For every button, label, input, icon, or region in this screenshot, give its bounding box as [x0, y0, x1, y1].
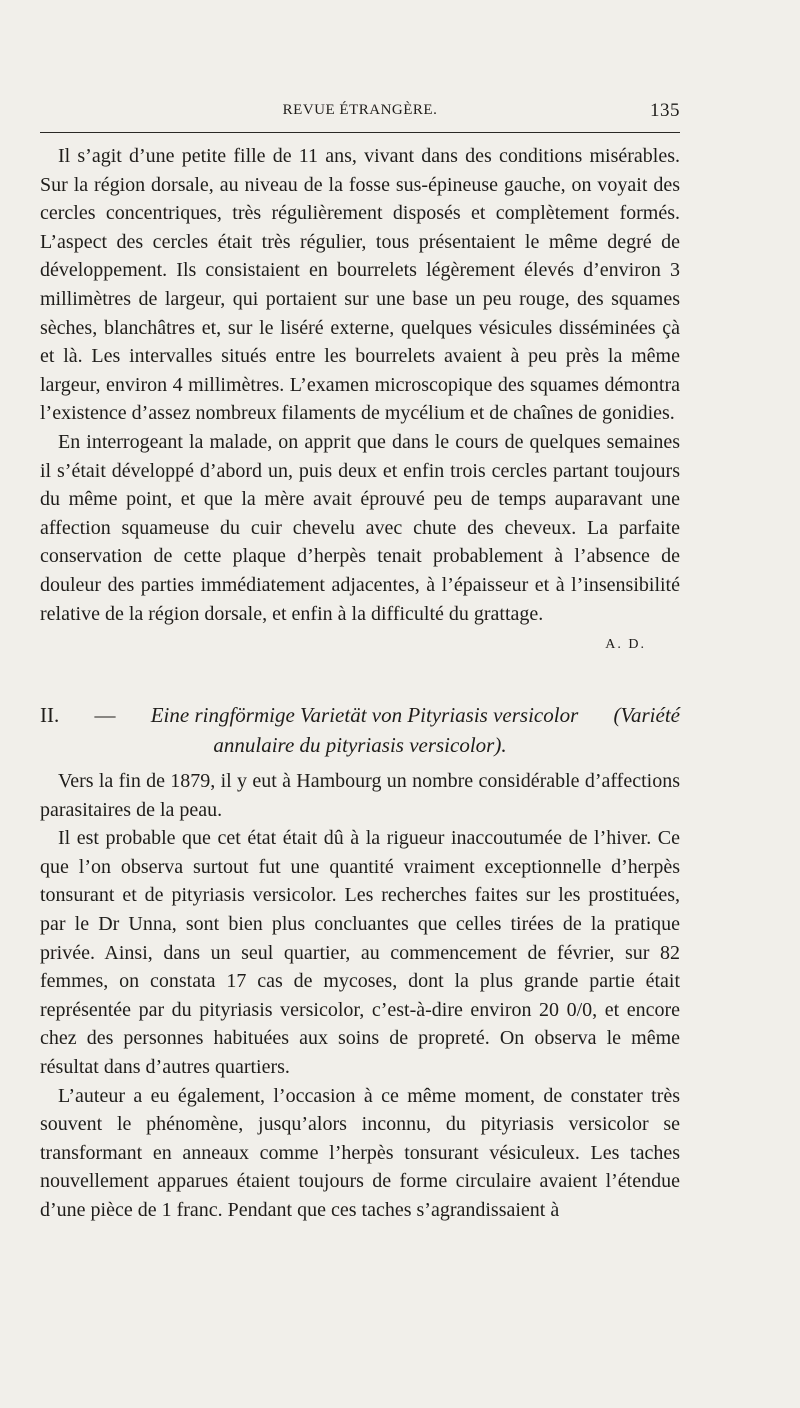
paragraph: Il s’agit d’une petite fille de 11 ans, vivant dans des conditions misérables. Sur la région dorsale, au niveau de la fosse sus-épineuse gauche, on voyait des cercles concentriques, très régulièrement disposés et complètement formés. L’aspect des cercles était très régulier, tous présentaient le même degré de développement. Ils consistaient en bourrelets légèrement élevés d’environ 3 millimètres de largeur, qui portaient sur une base un peu rouge, des squames sèches, blanchâtres et, sur le liséré externe, quelques vésicules disséminées çà et là. Les intervalles situés entre les bourrelets avaient à peu près la même largeur, environ 4 millimètres. L’examen microscopique des squames démontra l’existence d’assez nombreux filaments de mycélium et de chaînes de gonidies. — [40, 145, 680, 425]
article-text-2 — [40, 767, 680, 1225]
header-rule — [40, 132, 680, 133]
paragraph: En interrogeant la malade, on apprit que dans le cours de quelques semaines il s’était développé d’abord un, puis deux et enfin trois cercles partant toujours du même point, et que la mère avait éprouvé peu de temps auparavant une affection squameuse du cuir chevelu avec chute des cheveux. La parfaite conservation de cette plaque d’herpès tenait probablement à l’absence de douleur des parties immédiatement adjacentes, à l’épaisseur et à l’insensibilité relative de la région dorsale, et enfin à la difficulté du grattage. — [40, 430, 680, 625]
section-heading-line-1 — [40, 700, 680, 730]
section-heading — [40, 700, 680, 760]
author-signature — [40, 628, 680, 660]
paragraph: Vers la fin de 1879, il y eut à Hambourg un nombre considérable d’affections parasitaires de la peau. — [40, 770, 680, 821]
article-text-1 — [40, 142, 680, 660]
paragraph: L’auteur a eu également, l’occasion à ce même moment, de constater très souvent le phénomène, jusqu’alors inconnu, du pityriasis versicolor se transformant en anneaux comme l’herpès tonsurant vésiculeux. Les taches nouvellement apparues étaient toujours de forme circulaire avaient l’étendue d’une pièce de 1 franc. Pendant que ces taches s’agrandissaient à — [40, 1084, 680, 1221]
paragraph: Il est probable que cet état était dû à la rigueur inaccoutumée de l’hiver. Ce que l’on observa surtout fut une quantité vraiment exceptionnelle d’herpès tonsurant et de pityriasis versicolor. Les recherches faites sur les prostituées, par le Dr Unna, sont bien plus concluantes que celles tirées de la pratique privée. Ainsi, dans un seul quartier, au commencement de février, sur 82 femmes, on constata 17 cas de mycoses, dont la plus grande partie était représentée par du pityriasis versicolor, c’est-à-dire environ 20 0/0, et encore chez des personnes habituées aux soins de propreté. On observa le même résultat dans d’autres quartiers. — [40, 827, 680, 1078]
section-dash: — — [94, 703, 116, 727]
section-number: II. — [40, 703, 60, 727]
section-title-french: annulaire du pityriasis versicolor). — [213, 733, 507, 757]
running-title: REVUE ÉTRANGÈRE. — [282, 102, 438, 118]
section-title-german: Eine ringförmige Varietät von Pityriasis versicolor — [150, 703, 579, 727]
signature-text: A. D. — [605, 637, 646, 653]
section-title-french-start: (Variété — [613, 703, 680, 727]
page-header — [40, 100, 680, 128]
page-number: 135 — [650, 100, 680, 121]
